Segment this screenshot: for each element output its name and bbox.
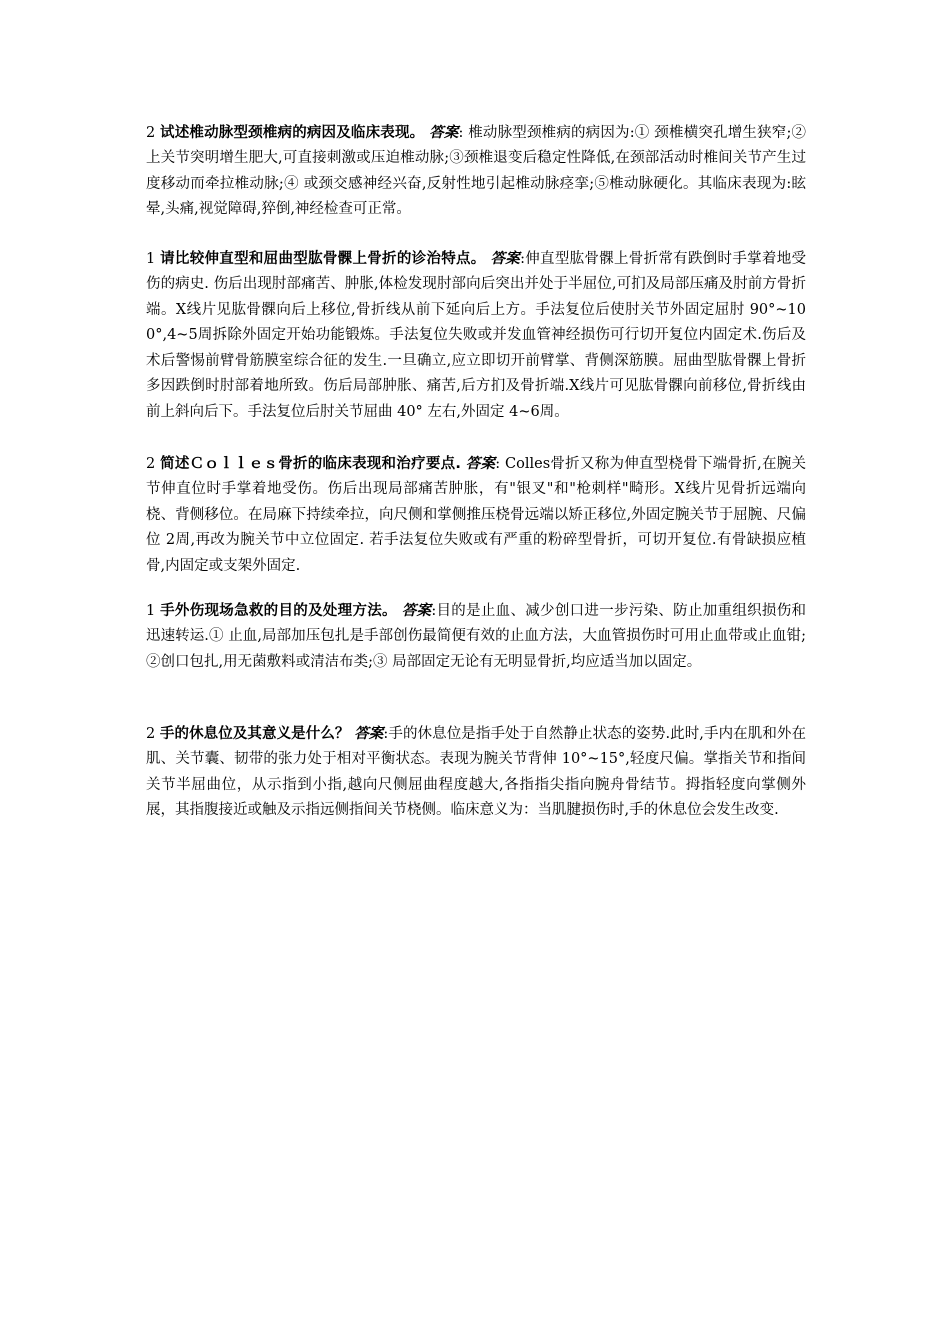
question-text: 手外伤现场急救的目的及处理方法。	[160, 602, 397, 619]
question-number: 2	[146, 124, 161, 141]
answer-label: 答案	[429, 124, 459, 141]
answer-label: 答案	[490, 250, 521, 267]
question-text: 请比较伸直型和屈曲型肱骨髁上骨折的诊治特点。	[160, 250, 486, 267]
answer-label: 答案	[465, 455, 496, 472]
answer-text: : Colles骨折又称为伸直型桡骨下端骨折,在腕关节伸直位时手掌着地受伤。伤后出现局部痛苦肿胀，有"银叉"和"枪刺样"畸形。X线片见骨折远端向桡、背侧移位。在局麻下持续牵拉，向尺侧和掌侧推压桡骨远端以矫正移位,外固定腕关节于屈腕、尺偏位 2周,再改为腕关节中立位固定. 若手法复位失败或有严重的粉碎型骨折，可切开复位.有骨缺损应植骨,内固定或支架外固定.	[146, 455, 806, 574]
answer-text: :目的是止血、减少创口进一步污染、防止加重组织损伤和迅速转运.① 止血,局部加压包扎是手部创伤最简便有效的止血方法，大血管损伤时可用止血带或止血钳;②创口包扎,用无菌敷料或清洁布类;③ 局部固定无论有无明显骨折,均应适当加以固定。	[146, 602, 807, 670]
qa-block-hand-trauma-first-aid	[146, 599, 806, 676]
qa-block-colles-fracture	[146, 452, 806, 580]
question-text: 试述椎动脉型颈椎病的病因及临床表现。	[160, 124, 425, 141]
qa-block-vertebral-artery	[146, 121, 806, 223]
question-text: 手的休息位及其意义是什么？	[159, 725, 350, 742]
question-number: 2	[146, 455, 161, 472]
answer-label: 答案	[401, 602, 432, 619]
question-number: 1	[146, 602, 161, 619]
qa-block-hand-resting-position	[146, 722, 806, 824]
answer-label: 答案	[354, 725, 384, 742]
question-number: 2	[146, 725, 160, 742]
question-text: 简述Ｃｏｌｌｅｓ骨折的临床表现和治疗要点.	[160, 455, 461, 472]
question-number: 1	[146, 250, 161, 267]
answer-text: :手的休息位是指手处于自然静止状态的姿势.此时,手内在肌和外在肌、关节囊、韧带的张力处于相对平衡状态。表现为腕关节背伸 10°~15°,轻度尺偏。掌指关节和指间关节半屈曲位，从示指到小指,越向尺侧屈曲程度越大,各指指尖指向腕舟骨结节。拇指轻度向掌侧外展，其指腹接近或触及示指远侧指间关节桡侧。临床意义为：当肌腱损伤时,手的休息位会发生改变.	[146, 725, 807, 819]
qa-block-supracondylar-fracture	[146, 247, 806, 426]
answer-text: :伸直型肱骨髁上骨折常有跌倒时手掌着地受伤的病史. 伤后出现肘部痛苦、肿胀,体检发现肘部向后突出并处于半屈位,可扪及局部压痛及肘前方骨折端。X线片见肱骨髁向后上移位,骨折线从前下延向后上方。手法复位后使肘关节外固定屈肘 90°~100°,4~5周拆除外固定开始功能锻炼。手法复位失败或并发血管神经损伤可行切开复位内固定术.伤后及术后警惕前臂骨筋膜室综合征的发生.一旦确立,应立即切开前臂掌、背侧深筋膜。屈曲型肱骨髁上骨折多因跌倒时肘部着地所致。伤后局部肿胀、痛苦,后方扪及骨折端.X线片可见肱骨髁向前移位,骨折线由前上斜向后下。手法复位后肘关节屈曲 40° 左右,外固定 4~6周。	[146, 250, 807, 421]
answer-text: : 椎动脉型颈椎病的病因为:① 颈椎横突孔增生狭窄;② 上关节突明增生肥大,可直接刺激或压迫椎动脉;③颈椎退变后稳定性降低,在颈部活动时椎间关节产生过度移动而牵拉椎动脉;④ 或颈交感神经兴奋,反射性地引起椎动脉痉挛;⑤椎动脉硬化。其临床表现为:眩晕,头痛,视觉障碍,猝倒,神经检查可正常。	[146, 124, 807, 218]
